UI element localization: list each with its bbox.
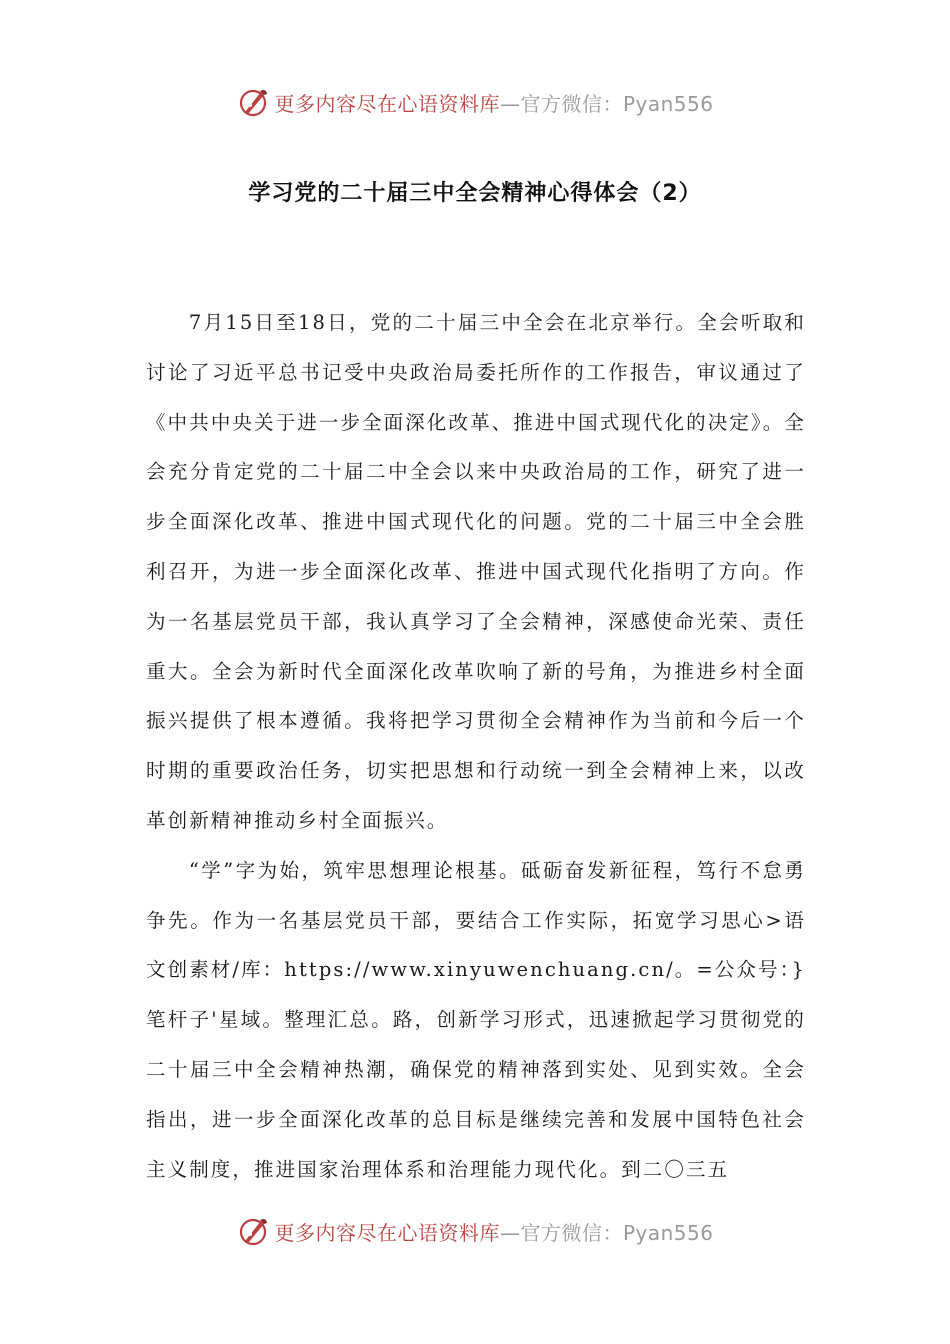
document-body	[146, 298, 806, 1194]
quill-pen-seal-icon	[236, 1214, 270, 1248]
header-watermark-banner	[0, 82, 950, 122]
quill-pen-seal-icon	[236, 85, 270, 119]
document-title: 学习党的二十届三中全会精神心得体会（2）	[248, 181, 702, 206]
footer-watermark-banner	[0, 1211, 950, 1251]
paragraph-2: “学”字为始，筑牢思想理论根基。砥砺奋发新征程，笃行不怠勇争先。作为一名基层党员干部，要结合工作实际，拓宽学习思心>语文创素材/库：https://www.xinyuwenchuang.cn/。=公众号：}笔杆子'星域。整理汇总。路，创新学习形式，迅速掀起学习贯彻党的二十届三中全会精神热潮，确保党的精神落到实处、见到实效。全会指出，进一步全面深化改革的总目标是继续完善和发展中国特色社会主义制度，推进国家治理体系和治理能力现代化。到二〇三五	[146, 858, 806, 1181]
footer-watermark-text: 更多内容尽在心语资料库—官方微信：Pyan556	[274, 1220, 714, 1245]
paragraph-1: 7月15日至18日，党的二十届三中全会在北京举行。全会听取和讨论了习近平总书记受中央政治局委托所作的工作报告，审议通过了《中共中央关于进一步全面深化改革、推进中国式现代化的决定》。全会充分肯定党的二十届二中全会以来中央政治局的工作，研究了进一步全面深化改革、推进中国式现代化的问题。党的二十届三中全会胜利召开，为进一步全面深化改革、推进中国式现代化指明了方向。作为一名基层党员干部，我认真学习了全会精神，深感使命光荣、责任重大。全会为新时代全面深化改革吹响了新的号角，为推进乡村全面振兴提供了根本遵循。我将把学习贯彻全会精神作为当前和今后一个时期的重要政治任务，切实把思想和行动统一到全会精神上来，以改革创新精神推动乡村全面振兴。	[146, 311, 806, 832]
header-watermark-text: 更多内容尽在心语资料库—官方微信：Pyan556	[274, 91, 714, 116]
